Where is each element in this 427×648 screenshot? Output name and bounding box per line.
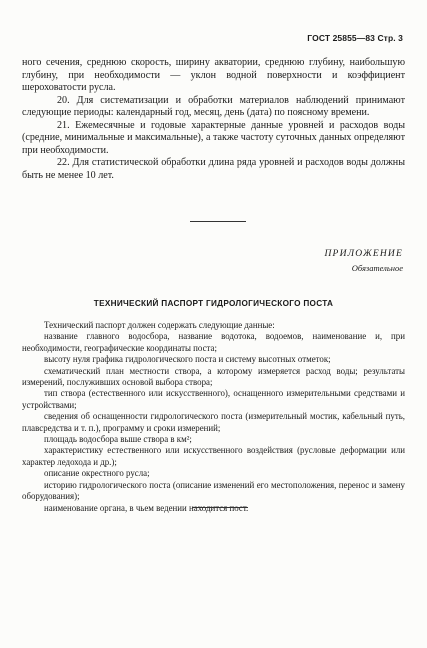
section-divider: [190, 221, 246, 222]
lower-text-block: [22, 320, 405, 514]
list-item: высоту нуля графика гидрологического поста и систему высотных отметок;: [44, 354, 331, 365]
intro-line: Технический паспорт должен содержать следующие данные:: [44, 320, 275, 330]
list-item: характеристику естественного или искусственного воздействия (русловые деформации или характер ледохода и др.);: [22, 445, 405, 467]
paragraph-22: 22. Для статистической обработки длина ряда уровней и расходов воды должны быть не менее 10 лет.: [22, 157, 405, 181]
list-item: название главного водосбора, название водотока, водоемов, наименование и, при необходимости, географические координаты поста;: [22, 331, 405, 353]
list-item: описание окрестного русла;: [44, 468, 150, 479]
page-header: ГОСТ 25855—83 Стр. 3: [307, 33, 403, 43]
section-divider: [192, 507, 248, 508]
appendix-status: Обязательное: [351, 263, 403, 273]
paragraph-20: 20. Для систематизации и обработки материалов наблюдений принимают следующие периоды: календарный год, месяц, день (дата) по поясному времени.: [22, 94, 405, 118]
paragraph-continuation: ного сечения, среднюю скорость, ширину акватории, среднюю глубину, наибольшую глубину, при необходимости — уклон водной поверхности и коэффициент шероховатости русла.: [22, 57, 405, 93]
document-title: ТЕХНИЧЕСКИЙ ПАСПОРТ ГИДРОЛОГИЧЕСКОГО ПОСТА: [93, 299, 334, 308]
list-item: наименование органа, в чьем ведении находится пост.: [44, 502, 249, 513]
appendix-title: ПРИЛОЖЕНИЕ: [324, 249, 403, 259]
list-item: площадь водосбора выше створа в км²;: [44, 434, 192, 445]
upper-text-block: [22, 57, 405, 182]
appendix-label: [325, 247, 404, 275]
list-item: сведения об оснащенности гидрологического поста (измерительный мостик, кабельный путь, плавсредства и т. п.), программу и сроки измерений;: [22, 411, 405, 433]
list-item: схематический план местности створа, а которому измеряется расход воды; результаты измерений, послуживших основой выбора створа;: [22, 365, 405, 388]
paragraph-21: 21. Ежемесячные и годовые характерные данные уровней и расходов воды (средние, минимальные и максимальные), а также частоту суточных данных определяют при необходимости.: [22, 119, 405, 156]
list-item: тип створа (естественного или искусственного), оснащенного измерительными средствами и устройствами;: [22, 388, 405, 410]
list-item: историю гидрологического поста (описание изменений его местоположения, перенос и замену оборудования);: [22, 479, 405, 502]
